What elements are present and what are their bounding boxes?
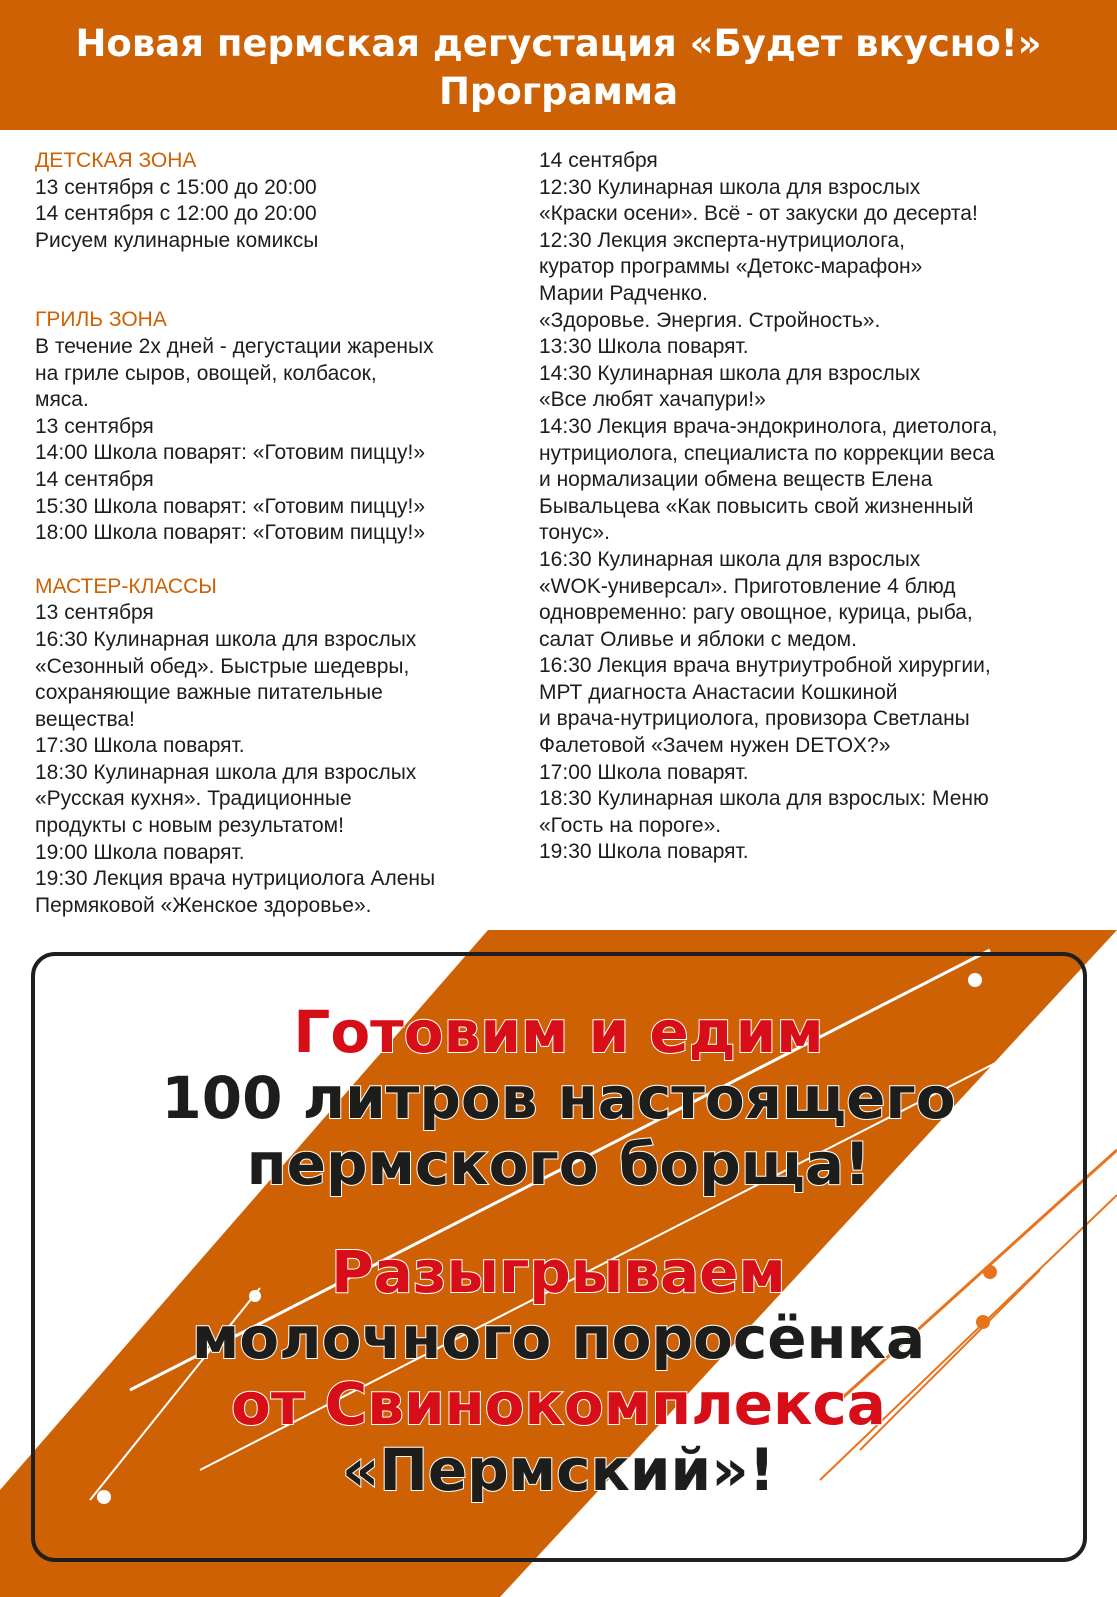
schedule-line: 14 сентября	[539, 149, 658, 172]
grill-zone-line: на гриле сыров, овощей, колбасок,	[35, 361, 377, 385]
schedule-line: одновременно: рагу овощное, курица, рыба,	[539, 601, 973, 625]
schedule-line: нутрициолога, специалиста по коррекции веса	[539, 441, 995, 465]
page-title: Новая пермская дегустация «Будет вкусно!»	[75, 22, 1042, 65]
promo-line-4: Разыгрываем	[331, 1238, 786, 1306]
grill-zone-line: 13 сентября	[35, 414, 154, 438]
schedule-line: МРТ диагноста Анастасии Кошкиной	[539, 680, 898, 704]
master-classes-line: продукты с новым результатом!	[35, 814, 344, 838]
schedule-line: куратор программы «Детокс-марафон»	[539, 255, 923, 279]
grill-zone-title: ГРИЛЬ ЗОНА	[35, 308, 167, 332]
schedule-line: 16:30 Кулинарная школа для взрослых	[539, 547, 921, 571]
page-subtitle: Программа	[438, 70, 679, 113]
schedule-line: и нормализации обмена веществ Елена	[539, 468, 933, 492]
kids-zone-title: ДЕТСКАЯ ЗОНА	[35, 149, 197, 172]
kids-zone-line: Рисуем кулинарные комиксы	[35, 228, 319, 252]
master-classes-line: 18:30 Кулинарная школа для взрослых	[35, 760, 417, 784]
promo-line-7: «Пермский»!	[341, 1436, 776, 1504]
grill-zone-line: мяса.	[35, 388, 89, 412]
schedule-line: «Краски осени». Всё - от закуски до десерта!	[539, 202, 978, 226]
master-classes-line: 19:00 Школа поварят.	[35, 840, 245, 864]
kids-zone-line: 13 сентября с 15:00 до 20:00	[35, 175, 317, 199]
master-classes-line: вещества!	[35, 707, 135, 731]
schedule-line: и врача-нутрициолога, провизора Светланы	[539, 707, 970, 731]
schedule-line: «Гость на пороге».	[539, 813, 722, 837]
schedule-line: 19:30 Школа поварят.	[539, 840, 749, 864]
master-classes-line: 16:30 Кулинарная школа для взрослых	[35, 627, 417, 651]
master-classes-line: сохраняющие важные питательные	[35, 681, 383, 705]
promo-line-3: пермского борща!	[246, 1130, 871, 1198]
schedule-line: 12:30 Кулинарная школа для взрослых	[539, 175, 921, 199]
master-classes-line: «Сезонный обед». Быстрые шедевры,	[35, 654, 410, 678]
schedule-line: 12:30 Лекция эксперта-нутрициолога,	[539, 228, 905, 252]
schedule-line: Бывальцева «Как повысить свой жизненный	[539, 494, 974, 518]
schedule-line: 17:00 Школа поварят.	[539, 760, 749, 784]
kids-zone-line: 14 сентября с 12:00 до 20:00	[35, 202, 317, 226]
schedule-line: 16:30 Лекция врача внутриутробной хирургии,	[539, 654, 991, 678]
grill-zone-line: 15:30 Школа поварят: «Готовим пиццу!»	[35, 494, 426, 518]
grill-zone-line: В течение 2х дней - дегустации жареных	[35, 334, 434, 358]
schedule-line: 14:30 Лекция врача-эндокринолога, диетолога,	[539, 414, 998, 438]
schedule-line: 13:30 Школа поварят.	[539, 335, 749, 359]
schedule-line: тонус».	[539, 521, 610, 545]
promo-line-6: от Свинокомплекса	[231, 1370, 886, 1438]
promo-line-1: Готовим и едим	[293, 998, 824, 1066]
schedule-line: Марии Радченко.	[539, 281, 708, 305]
master-classes-line: 17:30 Школа поварят.	[35, 734, 245, 758]
promo-line-2: 100 литров настоящего	[161, 1064, 956, 1132]
master-classes-line: Пермяковой «Женское здоровье».	[35, 893, 372, 917]
grill-zone-line: 18:00 Школа поварят: «Готовим пиццу!»	[35, 521, 426, 545]
schedule-line: 18:30 Кулинарная школа для взрослых: Меню	[539, 787, 989, 811]
schedule-line: «WOK-универсал». Приготовление 4 блюд	[539, 574, 956, 598]
schedule-line: салат Оливье и яблоки с медом.	[539, 627, 857, 651]
schedule-line: «Все любят хачапури!»	[539, 388, 766, 412]
schedule-line: «Здоровье. Энергия. Стройность».	[539, 308, 881, 332]
master-classes-line: 19:30 Лекция врача нутрициолога Алены	[35, 867, 436, 891]
grill-zone-line: 14:00 Школа поварят: «Готовим пиццу!»	[35, 441, 426, 465]
promo-line-5: молочного поросёнка	[191, 1304, 926, 1372]
master-classes-line: 13 сентября	[35, 601, 154, 625]
schedule-line: Фалетовой «Зачем нужен DETOX?»	[539, 734, 891, 758]
master-classes-title: МАСТЕР-КЛАССЫ	[35, 574, 217, 598]
master-classes-line: «Русская кухня». Традиционные	[35, 787, 352, 811]
grill-zone-line: 14 сентября	[35, 467, 154, 491]
schedule-line: 14:30 Кулинарная школа для взрослых	[539, 361, 921, 385]
